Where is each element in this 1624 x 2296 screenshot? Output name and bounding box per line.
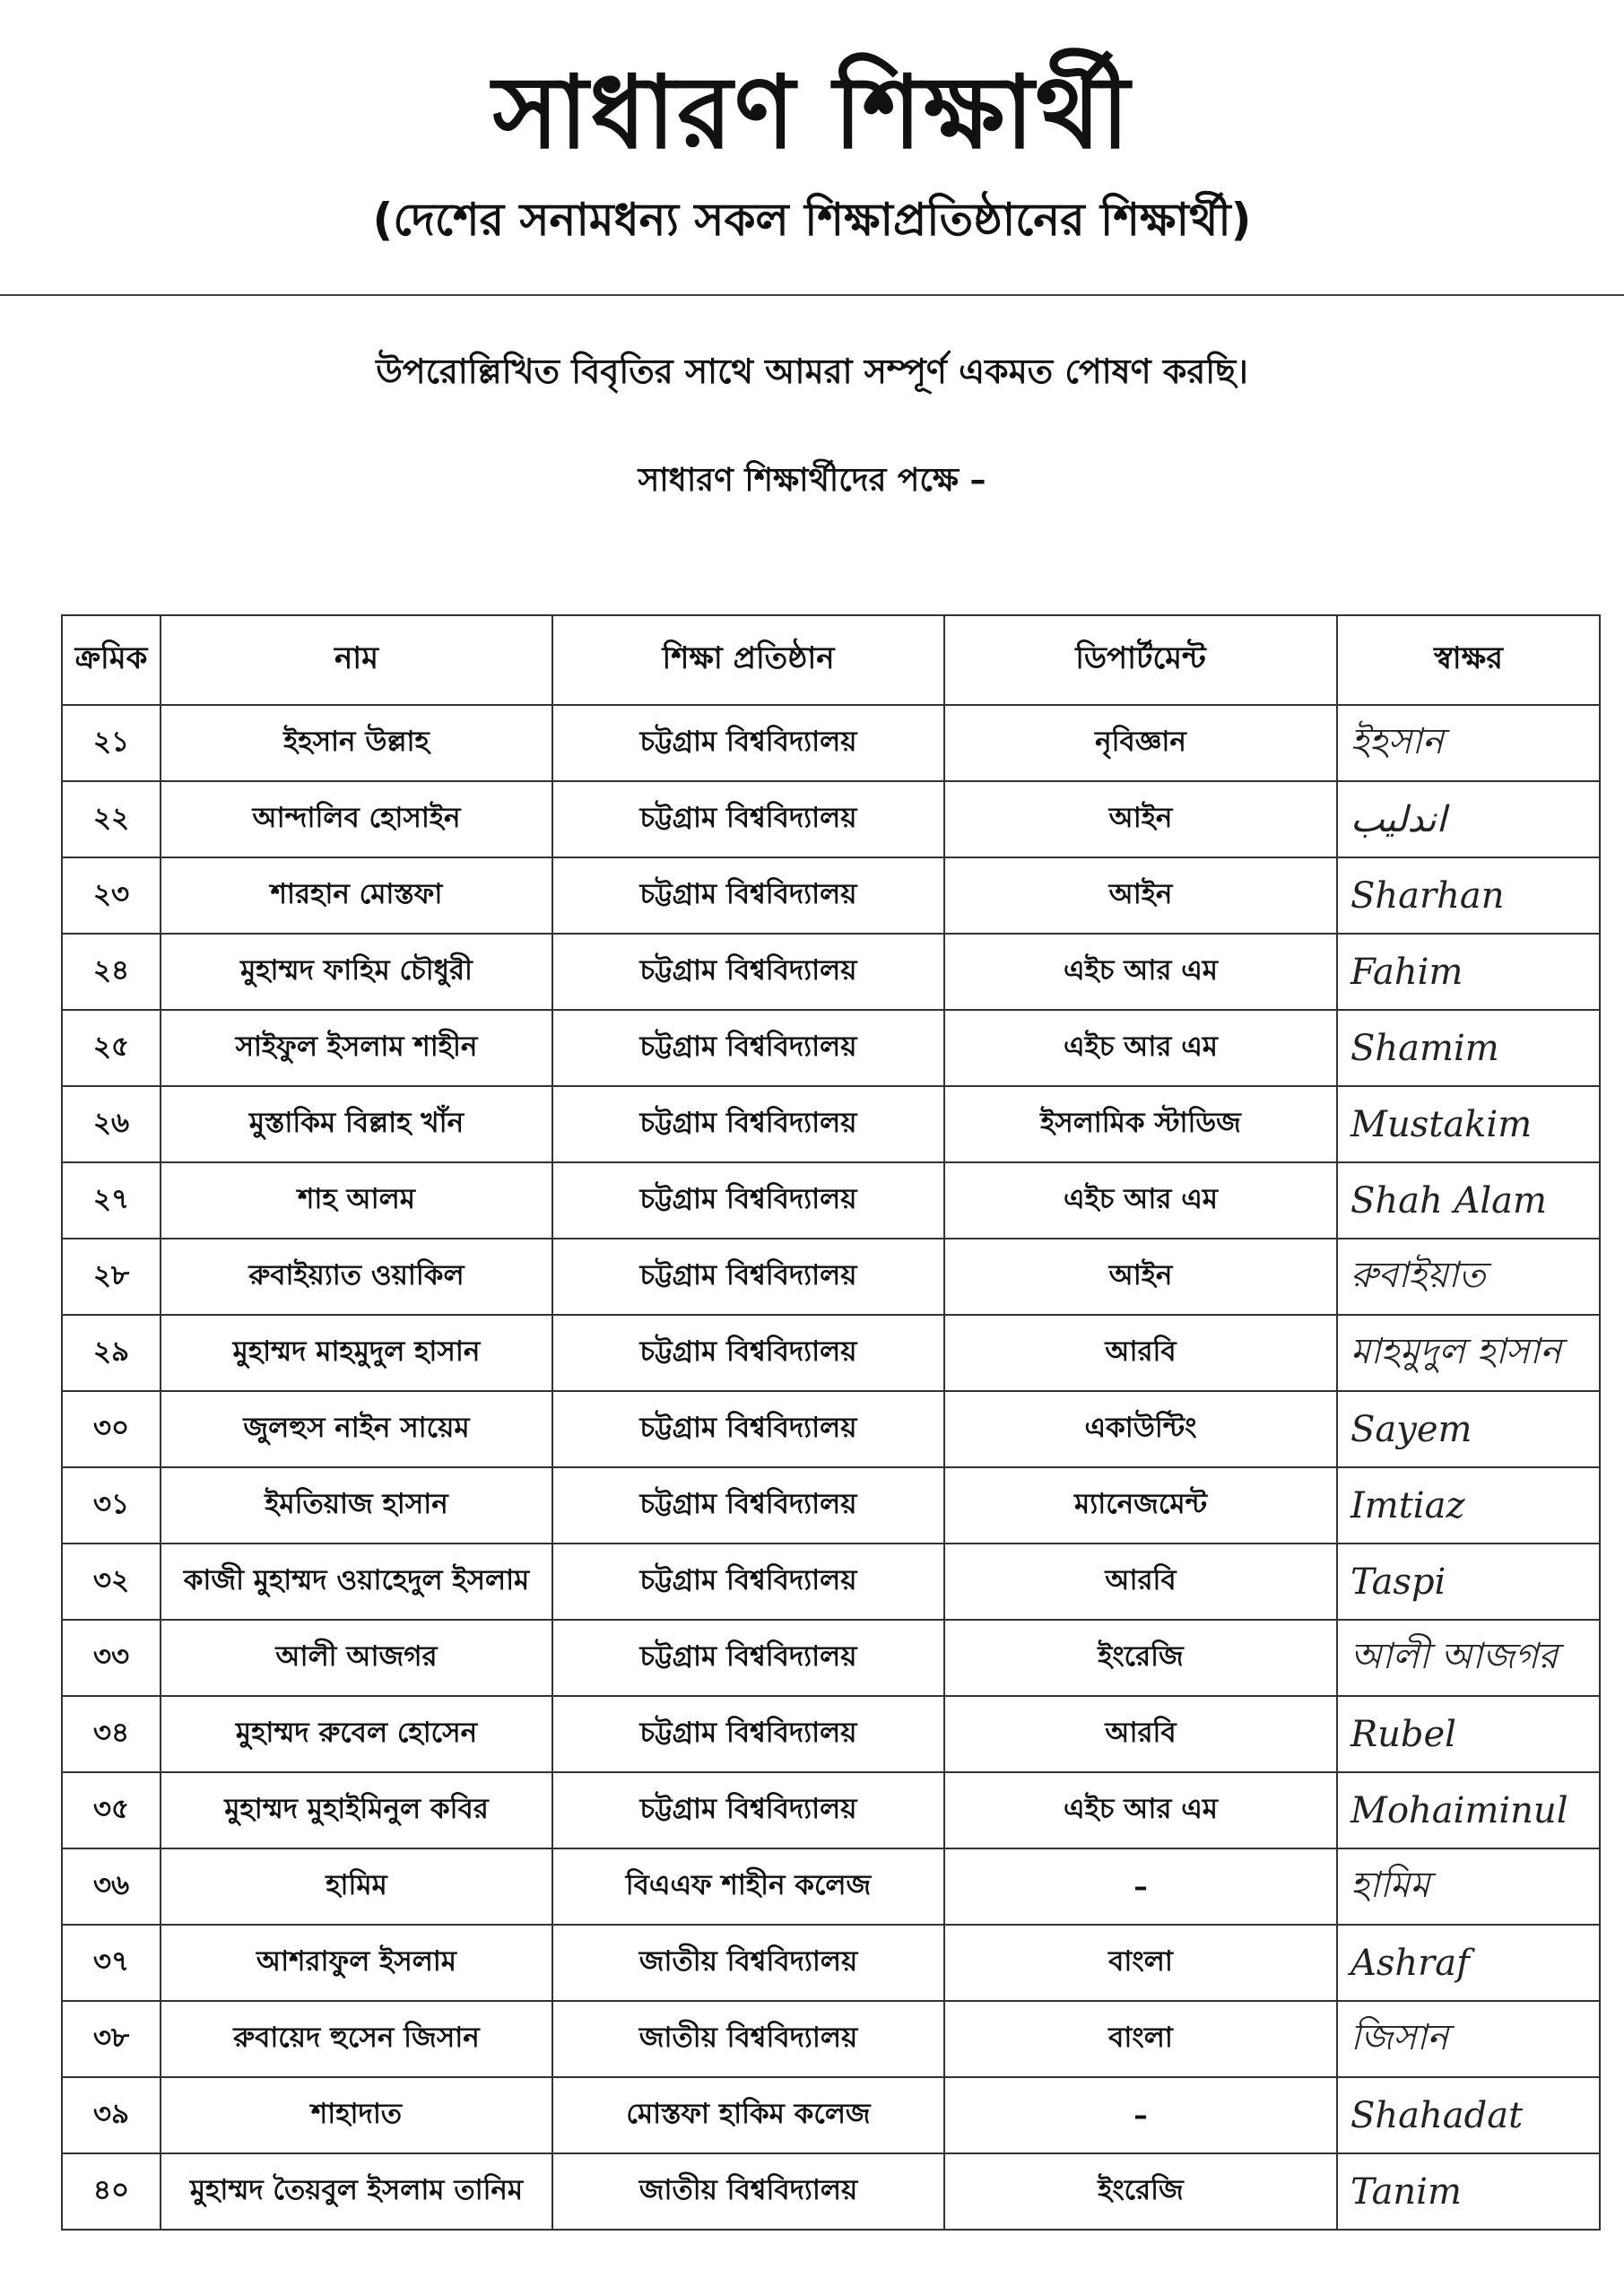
cell-institution: চট্টগ্রাম বিশ্ববিদ্যালয় (552, 1772, 944, 1848)
cell-signature: Fahim (1337, 934, 1600, 1010)
cell-department: আইন (944, 1239, 1337, 1315)
cell-signature: ইহসান (1337, 705, 1600, 781)
cell-serial: ২৭ (62, 1162, 161, 1239)
cell-name: শাহ আলম (161, 1162, 552, 1239)
cell-serial: ২২ (62, 781, 161, 857)
cell-department: আরবি (944, 1544, 1337, 1620)
table-row (62, 1696, 1600, 1772)
table-row (62, 1772, 1600, 1848)
cell-name: মুহাম্মদ মাহমুদুল হাসান (161, 1315, 552, 1391)
cell-institution: চট্টগ্রাম বিশ্ববিদ্যালয় (552, 1162, 944, 1239)
signatory-table (61, 614, 1601, 2231)
table-row (62, 1848, 1600, 1925)
table-row (62, 781, 1600, 857)
cell-department: একাউন্টিং (944, 1391, 1337, 1467)
cell-name: রুবাইয়্যাত ওয়াকিল (161, 1239, 552, 1315)
cell-institution: বিএএফ শাহীন কলেজ (552, 1848, 944, 1925)
cell-department: – (944, 1848, 1337, 1925)
cell-signature: اندليب (1337, 781, 1600, 857)
cell-signature: Shahadat (1337, 2077, 1600, 2153)
cell-department: ম্যানেজমেন্ট (944, 1467, 1337, 1544)
cell-signature: Sharhan (1337, 857, 1600, 934)
cell-serial: ২৪ (62, 934, 161, 1010)
cell-signature: জিসান (1337, 2001, 1600, 2077)
cell-institution: চট্টগ্রাম বিশ্ববিদ্যালয় (552, 1391, 944, 1467)
cell-name: মুহাম্মদ রুবেল হোসেন (161, 1696, 552, 1772)
cell-department: ইসলামিক স্টাডিজ (944, 1086, 1337, 1162)
cell-department: বাংলা (944, 2001, 1337, 2077)
cell-serial: ৩৪ (62, 1696, 161, 1772)
cell-serial: ৩৭ (62, 1925, 161, 2001)
cell-signature: Taspi (1337, 1544, 1600, 1620)
cell-serial: ৩১ (62, 1467, 161, 1544)
table-row (62, 2077, 1600, 2153)
cell-institution: চট্টগ্রাম বিশ্ববিদ্যালয় (552, 1620, 944, 1696)
cell-name: আলী আজগর (161, 1620, 552, 1696)
cell-department: আরবি (944, 1315, 1337, 1391)
table-row (62, 2001, 1600, 2077)
cell-department: বাংলা (944, 1925, 1337, 2001)
cell-name: মুহাম্মদ তৈয়বুল ইসলাম তানিম (161, 2153, 552, 2230)
table-row (62, 1086, 1600, 1162)
header-name: নাম (161, 615, 552, 705)
cell-signature: Sayem (1337, 1391, 1600, 1467)
cell-department: ইংরেজি (944, 1620, 1337, 1696)
table-row (62, 1467, 1600, 1544)
agreement-statement: উপরোল্লিখিত বিবৃতির সাথে আমরা সম্পূর্ণ একমত পোষণ করছি। (376, 352, 1248, 391)
cell-serial: ২৩ (62, 857, 161, 934)
cell-department: এইচ আর এম (944, 934, 1337, 1010)
cell-institution: চট্টগ্রাম বিশ্ববিদ্যালয় (552, 1467, 944, 1544)
table-row (62, 1391, 1600, 1467)
cell-name: শারহান মোস্তফা (161, 857, 552, 934)
cell-institution: চট্টগ্রাম বিশ্ববিদ্যালয় (552, 781, 944, 857)
cell-institution: চট্টগ্রাম বিশ্ববিদ্যালয় (552, 857, 944, 934)
cell-signature: Rubel (1337, 1696, 1600, 1772)
table-row (62, 1620, 1600, 1696)
cell-department: আইন (944, 781, 1337, 857)
cell-institution: চট্টগ্রাম বিশ্ববিদ্যালয় (552, 1239, 944, 1315)
document-title: সাধারণ শিক্ষার্থী (492, 55, 1132, 171)
cell-institution: জাতীয় বিশ্ববিদ্যালয় (552, 1925, 944, 2001)
cell-serial: ৩৩ (62, 1620, 161, 1696)
cell-serial: ২৬ (62, 1086, 161, 1162)
cell-name: কাজী মুহাম্মদ ওয়াহেদুল ইসলাম (161, 1544, 552, 1620)
cell-institution: চট্টগ্রাম বিশ্ববিদ্যালয় (552, 1544, 944, 1620)
divider (0, 294, 1624, 296)
table-row (62, 857, 1600, 934)
cell-name: আশরাফুল ইসলাম (161, 1925, 552, 2001)
header-institution: শিক্ষা প্রতিষ্ঠান (552, 615, 944, 705)
cell-department: – (944, 2077, 1337, 2153)
cell-name: জুলহুস নাইন সায়েম (161, 1391, 552, 1467)
cell-name: হামিম (161, 1848, 552, 1925)
cell-name: রুবায়েদ হুসেন জিসান (161, 2001, 552, 2077)
cell-name: মুহাম্মদ মুহাইমিনুল কবির (161, 1772, 552, 1848)
header-serial: ক্রমিক (62, 615, 161, 705)
table-row (62, 1544, 1600, 1620)
cell-signature: Tanim (1337, 2153, 1600, 2230)
cell-name: শাহাদাত (161, 2077, 552, 2153)
cell-serial: ৪০ (62, 2153, 161, 2230)
table-row (62, 705, 1600, 781)
cell-serial: ২১ (62, 705, 161, 781)
cell-signature: Imtiaz (1337, 1467, 1600, 1544)
cell-signature: Ashraf (1337, 1925, 1600, 2001)
cell-signature: Mustakim (1337, 1086, 1600, 1162)
cell-institution: চট্টগ্রাম বিশ্ববিদ্যালয় (552, 1086, 944, 1162)
cell-department: এইচ আর এম (944, 1772, 1337, 1848)
cell-serial: ৩৬ (62, 1848, 161, 1925)
cell-serial: ৩৯ (62, 2077, 161, 2153)
table-header-row (62, 615, 1600, 705)
table-row (62, 934, 1600, 1010)
table-row (62, 1010, 1600, 1086)
cell-institution: চট্টগ্রাম বিশ্ববিদ্যালয় (552, 934, 944, 1010)
cell-signature: হামিম (1337, 1848, 1600, 1925)
cell-serial: ২৫ (62, 1010, 161, 1086)
header-signature: স্বাক্ষর (1337, 615, 1600, 705)
table-row (62, 1925, 1600, 2001)
cell-name: সাইফুল ইসলাম শাহীন (161, 1010, 552, 1086)
table-row (62, 2153, 1600, 2230)
cell-name: মুস্তাকিম বিল্লাহ খাঁন (161, 1086, 552, 1162)
cell-department: ইংরেজি (944, 2153, 1337, 2230)
cell-institution: মোস্তফা হাকিম কলেজ (552, 2077, 944, 2153)
document-subtitle: (দেশের সনামধন্য সকল শিক্ষাপ্রতিষ্ঠানের শিক্ষার্থী) (372, 194, 1252, 246)
table-row (62, 1162, 1600, 1239)
cell-serial: ৩০ (62, 1391, 161, 1467)
cell-signature: মাহমুদুল হাসান (1337, 1315, 1600, 1391)
cell-institution: জাতীয় বিশ্ববিদ্যালয় (552, 2001, 944, 2077)
cell-signature: আলী আজগর (1337, 1620, 1600, 1696)
cell-department: আরবি (944, 1696, 1337, 1772)
behalf-line: সাধারণ শিক্ষার্থীদের পক্ষে – (638, 462, 986, 499)
cell-name: মুহাম্মদ ফাহিম চৌধুরী (161, 934, 552, 1010)
cell-signature: রুবাইয়াত (1337, 1239, 1600, 1315)
table-row (62, 1239, 1600, 1315)
cell-name: ইহসান উল্লাহ (161, 705, 552, 781)
cell-institution: চট্টগ্রাম বিশ্ববিদ্যালয় (552, 1696, 944, 1772)
table-row (62, 1315, 1600, 1391)
cell-department: নৃবিজ্ঞান (944, 705, 1337, 781)
cell-signature: Shamim (1337, 1010, 1600, 1086)
cell-serial: ৩৫ (62, 1772, 161, 1848)
cell-serial: ২৯ (62, 1315, 161, 1391)
cell-department: এইচ আর এম (944, 1010, 1337, 1086)
cell-department: আইন (944, 857, 1337, 934)
cell-serial: ৩২ (62, 1544, 161, 1620)
cell-institution: চট্টগ্রাম বিশ্ববিদ্যালয় (552, 705, 944, 781)
cell-signature: Shah Alam (1337, 1162, 1600, 1239)
cell-department: এইচ আর এম (944, 1162, 1337, 1239)
cell-institution: চট্টগ্রাম বিশ্ববিদ্যালয় (552, 1315, 944, 1391)
cell-institution: চট্টগ্রাম বিশ্ববিদ্যালয় (552, 1010, 944, 1086)
cell-signature: Mohaiminul (1337, 1772, 1600, 1848)
header-department: ডিপার্টমেন্ট (944, 615, 1337, 705)
cell-serial: ২৮ (62, 1239, 161, 1315)
cell-name: ইমতিয়াজ হাসান (161, 1467, 552, 1544)
cell-serial: ৩৮ (62, 2001, 161, 2077)
cell-institution: জাতীয় বিশ্ববিদ্যালয় (552, 2153, 944, 2230)
cell-name: আন্দালিব হোসাইন (161, 781, 552, 857)
